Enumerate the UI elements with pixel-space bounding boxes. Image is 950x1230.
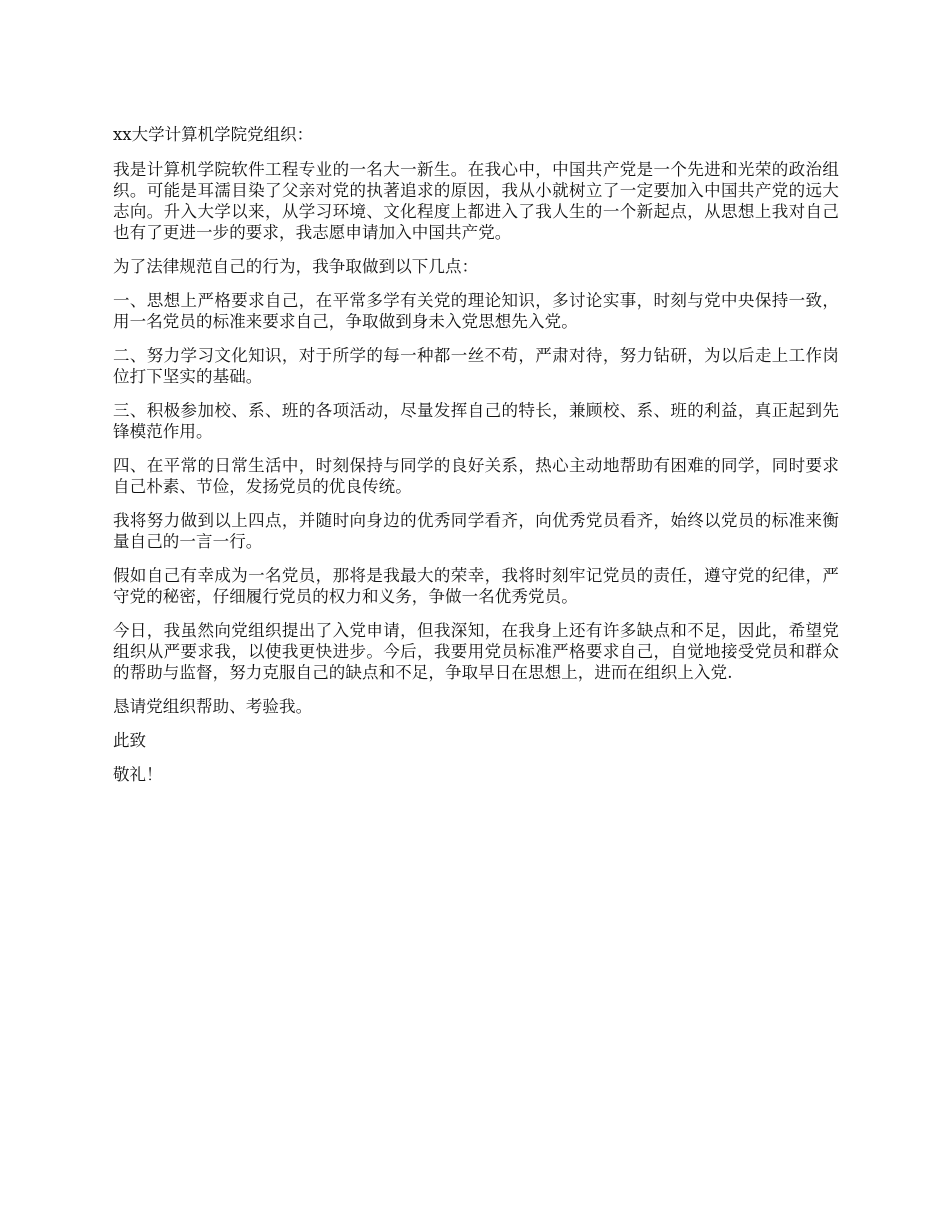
paragraph-pledge: 我将努力做到以上四点，并随时向身边的优秀同学看齐，向优秀党员看齐，始终以党员的标准来衡量自己的一言一行。 [113,511,839,551]
paragraph-point-4: 四、在平常的日常生活中，时刻保持与同学的良好关系，热心主动地帮助有困难的同学，同时要求自己朴素、节俭，发扬党员的优良传统。 [113,456,839,496]
letter-body [113,124,839,798]
closing-cizhi: 此致 [113,731,146,750]
letter-salutation: xx大学计算机学院党组织： [113,125,314,144]
paragraph-point-1: 一、思想上严格要求自己，在平常多学有关党的理论知识，多讨论实事，时刻与党中央保持一致，用一名党员的标准来要求自己，争取做到身未入党思想先入党。 [113,291,839,331]
paragraph-point-3: 三、积极参加校、系、班的各项活动，尽量发挥自己的特长，兼顾校、系、班的利益，真正起到先锋模范作用。 [113,401,839,441]
paragraph-self-reflection: 今日，我虽然向党组织提出了入党申请，但我深知，在我身上还有许多缺点和不足，因此，希望党组织从严要求我，以使我更快进步。今后，我要用党员标准严格要求自己，自觉地接受党员和群众的帮助与监督，努力克服自己的缺点和不足，争取早日在思想上，进而在组织上入党. [113,621,839,682]
paragraph-point-2: 二、努力学习文化知识，对于所学的每一种都一丝不苟，严肃对待，努力钻研，为以后走上工作岗位打下坚实的基础。 [113,346,839,386]
paragraph-request: 恳请党组织帮助、考验我。 [113,697,313,716]
closing-jingli: 敬礼！ [113,765,163,784]
paragraph-commitment-lead: 为了法律规范自己的行为，我争取做到以下几点： [113,257,479,276]
paragraph-honor: 假如自己有幸成为一名党员，那将是我最大的荣幸，我将时刻牢记党员的责任，遵守党的纪律，严守党的秘密，仔细履行党员的权力和义务，争做一名优秀党员。 [113,566,839,606]
paragraph-intro: 我是计算机学院软件工程专业的一名大一新生。在我心中，中国共产党是一个先进和光荣的政治组织。可能是耳濡目染了父亲对党的执著追求的原因，我从小就树立了一定要加入中国共产党的远大志向。升入大学以来，从学习环境、文化程度上都进入了我人生的一个新起点，从思想上我对自己也有了更进一步的要求，我志愿申请加入中国共产党。 [113,160,839,242]
